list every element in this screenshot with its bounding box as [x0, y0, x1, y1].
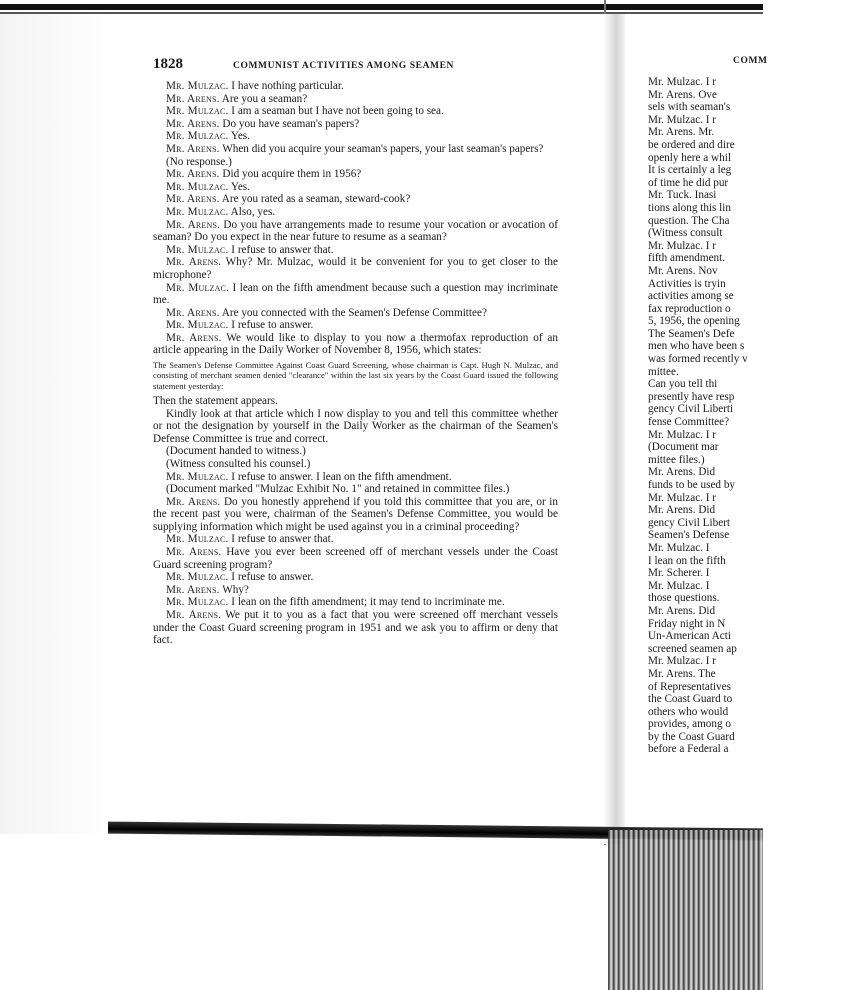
right-page-line: gency Civil Liberti [648, 403, 734, 416]
left-page [153, 56, 558, 647]
paragraph-text: Are you rated as a seaman, steward-cook? [219, 193, 411, 206]
paragraph-text: Are you connected with the Seamen's Defense Committee? [219, 306, 487, 319]
right-page-line: Mr. Mulzac. I r [648, 491, 717, 504]
speaker-name: Mr. Mulzac. [166, 571, 229, 584]
speaker-name: Mr. Arens. [166, 331, 222, 344]
transcript-paragraph [153, 193, 558, 206]
right-page-line: activities among se [648, 290, 734, 303]
right-page-line: by the Coast Guard [648, 730, 735, 743]
right-page-line: the Coast Guard to [648, 693, 733, 706]
transcript-paragraph [153, 458, 558, 471]
transcript-paragraph [153, 80, 558, 93]
right-page-line: sels with seaman's [648, 101, 731, 114]
transcript-paragraph [153, 168, 558, 181]
right-page-line: was formed recently v [648, 353, 748, 366]
paragraph-text: I refuse to answer. I lean on the fifth amendment. [228, 470, 452, 483]
right-page-line: screened seamen ap [648, 642, 737, 655]
right-page-line: Mr. Arens. Mr. [648, 126, 715, 139]
transcript-paragraph [153, 244, 558, 257]
speaker-name: Mr. Arens. [166, 142, 220, 155]
paragraph-text: (No response.) [166, 155, 232, 168]
right-page-line: Activities is tryin [648, 277, 726, 290]
paragraph-text: I refuse to answer that. [228, 533, 334, 546]
speaker-name: Mr. Arens. [166, 168, 220, 181]
speaker-name: Mr. Mulzac. [166, 470, 229, 483]
right-page-line: Mr. Mulzac. I r [648, 76, 717, 88]
paragraph-text: I am a seaman but I have not been going to sea. [228, 105, 444, 118]
transcript-paragraph [153, 143, 558, 156]
book-gutter-shadow [603, 14, 625, 844]
right-page-line: Mr. Mulzac. I r [648, 113, 717, 126]
right-page-line: Mr. Mulzac. I r [648, 239, 717, 252]
transcript-paragraph [153, 256, 558, 281]
right-page-line: before a Federal a [648, 743, 729, 756]
paragraph-text: Also, yes. [228, 205, 276, 218]
paragraph-text: I lean on the fifth amendment because such a question may incriminate me. [153, 281, 558, 307]
page-number: 1828 [153, 56, 183, 72]
transcript-paragraph [153, 118, 558, 131]
speaker-name: Mr. Mulzac. [166, 180, 229, 193]
paragraph-text: Why? Mr. Mulzac, would it be convenient for you to get closer to the microphone? [153, 256, 558, 281]
right-page-line: others who would [648, 705, 729, 718]
transcript-paragraph [153, 105, 558, 118]
right-page-line: Un-American Acti [648, 630, 731, 643]
top-page-edge [0, 4, 763, 10]
right-page-line: (Witness consult [648, 227, 723, 240]
right-page-line: Friday night in N [648, 617, 726, 630]
paragraph-text: Kindly look at that article which I now display to you and tell this committee whether or not the designation by yourself in the Daily Worker as the chairman of the Seamen's Defense Committee is true and correct. [153, 407, 558, 445]
right-page-line: fax reproduction o [648, 302, 731, 315]
transcript-paragraph [153, 584, 558, 597]
right-page-line: tions along this lin [648, 201, 731, 214]
paragraph-text: Do you have arrangements made to resume your vocation or avocation of seaman? Do you expect in the near future to resume as a seaman? [153, 218, 558, 244]
transcript-paragraph [153, 609, 558, 647]
paragraph-text: I refuse to answer. [228, 571, 314, 584]
speaker-name: Mr. Arens. [166, 193, 220, 206]
speaker-name: Mr. Mulzac. [166, 80, 229, 92]
paragraph-text: We put it to you as a fact that you were screened off merchant vessels under the Coast Guard screening program in 1951 and we ask you to affirm or deny that fact. [153, 609, 558, 647]
right-page-line: The Seamen's Defe [648, 327, 735, 340]
right-page-fragment [648, 56, 848, 756]
transcript-paragraph [153, 408, 558, 446]
transcript-paragraph [153, 219, 558, 244]
speaker-name: Mr. Mulzac. [166, 319, 229, 332]
right-page-line: 5, 1956, the opening [648, 315, 740, 328]
right-page-line: It is certainly a leg [648, 164, 732, 177]
right-page-line: mittee. [648, 365, 679, 378]
transcript-paragraph [153, 546, 558, 571]
transcript-block-2 [153, 395, 558, 647]
paragraph-text: We would like to display to you now a thermofax reproduction of an article appearing in the Daily Worker of November 8, 1956, which states: [153, 331, 558, 357]
paragraph-text: Have you ever been screened off of merchant vessels under the Coast Guard screening program? [153, 546, 558, 571]
transcript-paragraph [153, 445, 558, 458]
paragraph-text: (Document marked "Mulzac Exhibit No. 1" and retained in committee files.) [166, 483, 510, 496]
paragraph-text: (Witness consulted his counsel.) [166, 457, 311, 470]
paragraph-text: Do you have seaman's papers? [219, 117, 360, 130]
speaker-name: Mr. Mulzac. [166, 105, 229, 118]
paragraph-text: (Document handed to witness.) [166, 445, 306, 458]
paragraph-text: When did you acquire your seaman's papers, your last seaman's papers? [219, 142, 544, 155]
right-page-line: of time he did pur [648, 176, 729, 189]
paragraph-text: I refuse to answer that. [228, 243, 334, 256]
speaker-name: Mr. Arens. [166, 495, 221, 508]
speaker-name: Mr. Arens. [166, 92, 220, 105]
paragraph-text: Did you acquire them in 1956? [219, 168, 362, 181]
speaker-name: Mr. Mulzac. [166, 130, 229, 143]
right-page-line: question. The Cha [648, 214, 730, 227]
speaker-name: Mr. Arens. [166, 306, 220, 319]
right-page-lines [648, 76, 848, 756]
right-page-line: of Representatives [648, 680, 731, 693]
right-page-line: Mr. Tuck. Inasi [648, 189, 717, 202]
speaker-name: Mr. Mulzac. [166, 205, 229, 218]
page-header [153, 56, 558, 76]
right-page-line: Mr. Arens. Did [648, 504, 716, 517]
paragraph-text: Then the statement appears. [153, 394, 278, 407]
quoted-article: The Seamen's Defense Committee Against Coast Guard Screening, whose chairman is Capt. Hugh N. Mulzac, and consisting of merchant seamen denied "clearance" within the last six years by the Coast Guard issued the following statement yesterday: [153, 360, 558, 391]
transcript-paragraph [153, 130, 558, 143]
right-page-line: Mr. Arens. Did [648, 604, 716, 617]
paragraph-text: I refuse to answer. [228, 319, 314, 332]
transcript-paragraph [153, 533, 558, 546]
right-page-line: I lean on the fifth [648, 554, 726, 567]
speaker-name: Mr. Arens. [166, 609, 222, 622]
right-page-line: fense Committee? [648, 416, 730, 429]
transcript-paragraph [153, 471, 558, 484]
right-page-line: Mr. Arens. Ove [648, 88, 717, 101]
right-page-line: Mr. Arens. Nov [648, 264, 718, 277]
page-stack-edge [608, 830, 763, 990]
right-page-line: Seamen's Defense [648, 529, 730, 542]
right-page-line: Mr. Mulzac. I [648, 541, 710, 554]
transcript-paragraph [153, 596, 558, 609]
right-page-line: men who have been s [648, 340, 745, 353]
speaker-name: Mr. Mulzac. [166, 243, 229, 256]
transcript-paragraph [153, 181, 558, 194]
left-page-shade [0, 14, 118, 834]
speaker-name: Mr. Mulzac. [166, 533, 229, 546]
transcript-paragraph [153, 395, 558, 408]
paragraph-text: Are you a seaman? [219, 92, 308, 105]
speaker-name: Mr. Arens. [166, 117, 220, 130]
transcript-paragraph [153, 332, 558, 357]
transcript-paragraph [153, 282, 558, 307]
speaker-name: Mr. Arens. [166, 218, 221, 231]
right-page-line: fifth amendment. [648, 252, 726, 265]
transcript-paragraph [153, 319, 558, 332]
right-page-line: those questions. [648, 592, 720, 605]
paragraph-text: Yes. [228, 130, 250, 143]
right-page-line: presently have resp [648, 390, 735, 403]
transcript-paragraph [153, 93, 558, 106]
right-page-line: funds to be used by [648, 479, 736, 491]
paragraph-text: I lean on the fifth amendment; it may tend to incriminate me. [228, 596, 505, 609]
right-page-line: Mr. Mulzac. I r [648, 428, 717, 441]
transcript-body [153, 80, 558, 647]
paragraph-text: Yes. [228, 180, 250, 193]
transcript-block-1 [153, 80, 558, 357]
right-page-line: gency Civil Libert [648, 516, 731, 529]
right-page-line: Mr. Scherer. I [648, 567, 710, 580]
transcript-paragraph [153, 571, 558, 584]
right-page-line: Mr. Mulzac. I [648, 579, 710, 592]
right-page-line: (Document mar [648, 441, 719, 454]
running-head: COMMUNIST ACTIVITIES AMONG SEAMEN [233, 61, 455, 71]
transcript-paragraph [153, 496, 558, 534]
right-page-line: Mr. Arens. The [648, 667, 716, 680]
transcript-paragraph [153, 206, 558, 219]
transcript-paragraph [153, 483, 558, 496]
right-page-line: be ordered and dire [648, 138, 735, 151]
transcript-paragraph [153, 156, 558, 169]
speaker-name: Mr. Mulzac. [166, 281, 230, 294]
paragraph-text: Do you honestly apprehend if you told this committee that you are, or in the recent past you were, chairman of the Seamen's Defense Committee, you would be supplying information which might be used against you in a criminal proceeding? [153, 495, 559, 533]
right-page-line: Mr. Arens. Did [648, 466, 716, 479]
transcript-paragraph [153, 307, 558, 320]
speaker-name: Mr. Arens. [166, 583, 220, 596]
speaker-name: Mr. Arens. [166, 256, 222, 269]
right-page-line: Mr. Mulzac. I r [648, 655, 717, 668]
right-running-head: COMM [733, 56, 768, 66]
right-page-line: Can you tell thi [648, 378, 718, 391]
paragraph-text: Why? [219, 583, 249, 596]
right-page-line: provides, among o [648, 718, 731, 731]
speaker-name: Mr. Arens. [166, 546, 222, 559]
paragraph-text: I have nothing particular. [228, 80, 344, 92]
speaker-name: Mr. Mulzac. [166, 596, 229, 609]
right-page-line: mittee files.) [648, 453, 705, 466]
right-page-line: openly here a whil [648, 151, 731, 164]
